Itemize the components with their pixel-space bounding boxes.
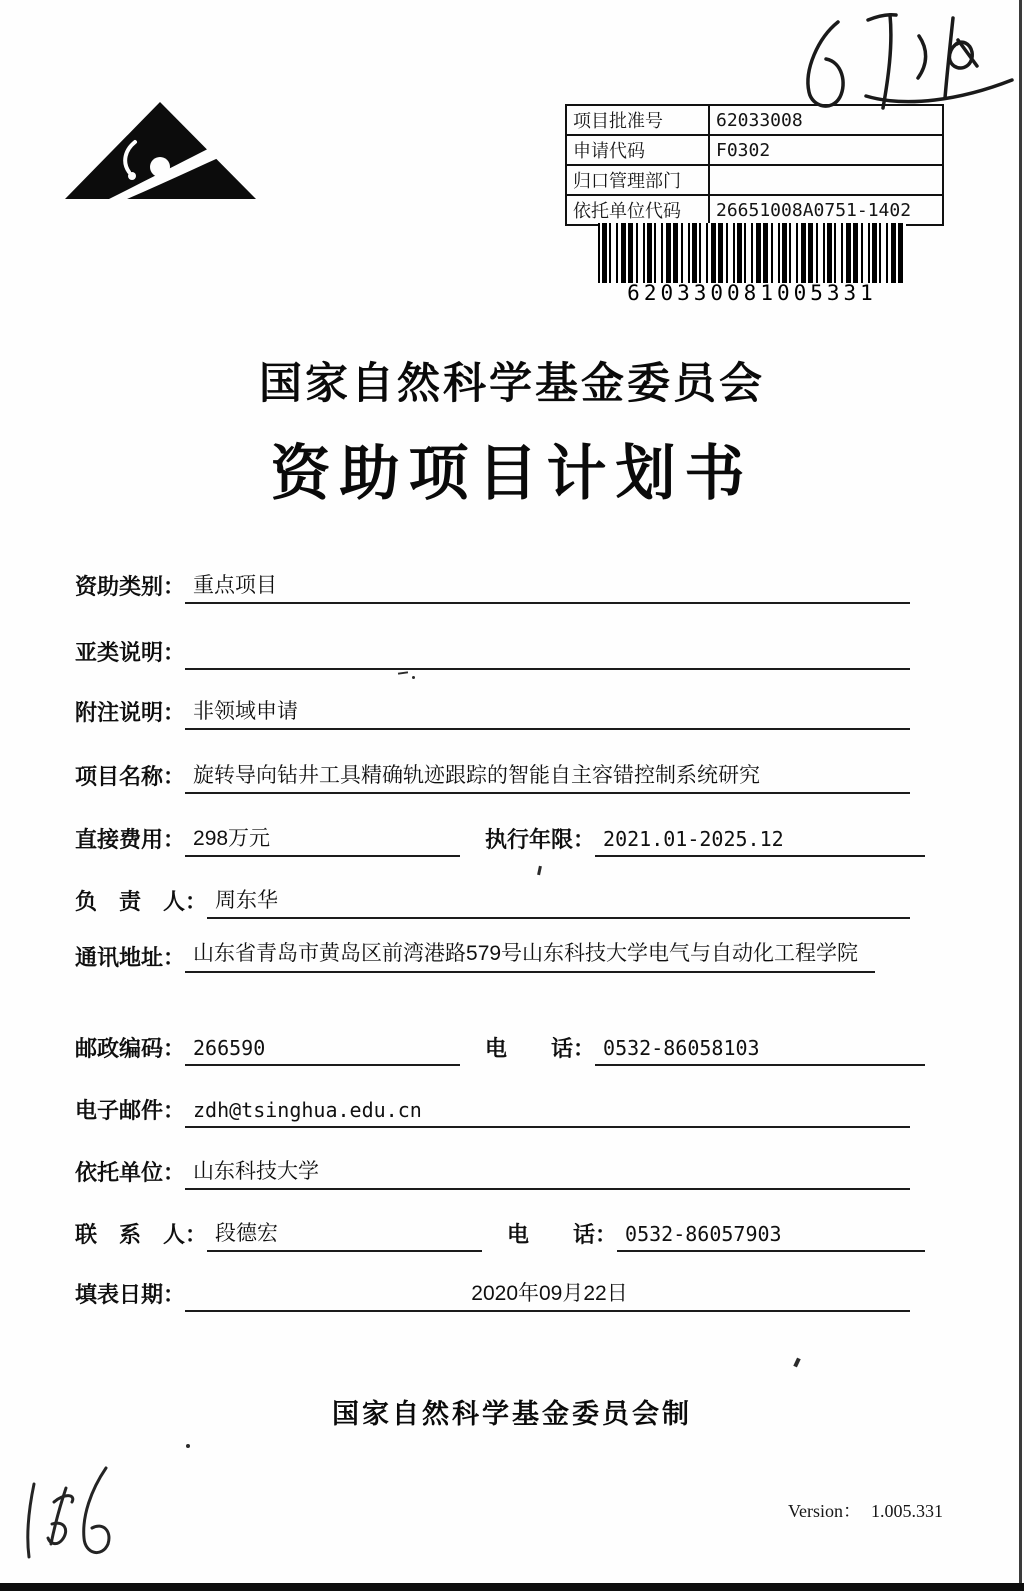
table-row xyxy=(566,135,943,165)
field-institution xyxy=(75,1156,910,1190)
direct-cost-value: 298万元 xyxy=(185,825,460,857)
scan-speck xyxy=(398,671,408,674)
institution-code-value: 26651008A0751-1402 xyxy=(709,195,943,225)
project-name-value: 旋转导向钻井工具精确轨迹跟踪的智能自主容错控制系统研究 xyxy=(185,762,910,794)
footer-text: 国家自然科学基金委员会制 xyxy=(332,1399,692,1429)
category-label: 资助类别： xyxy=(75,574,186,599)
address-value: 山东省青岛市黄岛区前湾港路579号山东科技大学电气与自动化工程学院 xyxy=(185,940,875,973)
contact-value: 段德宏 xyxy=(207,1220,482,1252)
doc-title: 资助项目计划书 xyxy=(270,440,754,507)
phone1-value: 0532-86058103 xyxy=(595,1035,925,1066)
version-value: 1.005.331 xyxy=(871,1501,943,1521)
handwritten-page-number xyxy=(14,1462,119,1570)
field-project-name xyxy=(75,760,910,794)
phone1-label: 电 话： xyxy=(485,1036,596,1061)
field-date xyxy=(75,1278,910,1312)
field-address xyxy=(75,940,910,973)
version-label: Version： xyxy=(788,1501,861,1521)
approval-number-value: 62033008 xyxy=(709,105,943,135)
direct-cost-label: 直接费用： xyxy=(75,827,186,852)
managing-department-label: 归口管理部门 xyxy=(566,165,709,195)
table-row xyxy=(566,165,943,195)
scan-speck xyxy=(412,676,415,679)
project-name-label: 项目名称： xyxy=(75,764,186,789)
barcode-bars xyxy=(598,223,906,283)
barcode xyxy=(598,223,906,305)
duration-label: 执行年限： xyxy=(485,827,596,852)
application-code-label: 申请代码 xyxy=(566,135,709,165)
barcode-digits: 620330081005331 xyxy=(627,281,877,305)
pi-label: 负 责 人： xyxy=(75,889,208,914)
scan-speck xyxy=(793,1358,800,1368)
field-email xyxy=(75,1094,910,1128)
org-title: 国家自然科学基金委员会 xyxy=(259,360,765,408)
field-note xyxy=(75,696,910,730)
pi-value: 周东华 xyxy=(207,887,910,919)
duration-value: 2021.01-2025.12 xyxy=(595,826,925,857)
field-postcode-and-phone xyxy=(75,1032,925,1066)
institution-label: 依托单位： xyxy=(75,1160,186,1185)
email-label: 电子邮件： xyxy=(75,1098,186,1123)
institution-value: 山东科技大学 xyxy=(185,1158,910,1190)
postcode-label: 邮政编码： xyxy=(75,1036,186,1061)
field-category xyxy=(75,570,910,604)
date-value: 2020年09月22日 xyxy=(185,1280,910,1312)
scan-speck xyxy=(186,1444,190,1448)
institution-code-label: 依托单位代码 xyxy=(566,195,709,225)
subcategory-value xyxy=(185,640,910,670)
subcategory-label: 亚类说明： xyxy=(75,640,186,665)
postcode-value: 266590 xyxy=(185,1035,460,1066)
scan-edge-right xyxy=(1019,0,1022,1583)
note-value: 非领域申请 xyxy=(185,698,910,730)
approval-table xyxy=(565,104,944,226)
field-pi xyxy=(75,885,910,919)
logo-ball xyxy=(150,157,170,177)
phone2-value: 0532-86057903 xyxy=(617,1221,925,1252)
note-label: 附注说明： xyxy=(75,700,186,725)
address-label: 通讯地址： xyxy=(75,945,186,971)
scan-edge-bottom xyxy=(0,1583,1024,1591)
email-value: zdh@tsinghua.edu.cn xyxy=(185,1097,910,1128)
phone2-label: 电 话： xyxy=(507,1222,618,1247)
category-value: 重点项目 xyxy=(185,572,910,604)
logo-hook-dot xyxy=(128,172,136,180)
nsfc-logo-icon xyxy=(63,100,258,202)
scan-speck xyxy=(537,866,542,875)
field-contact-and-phone xyxy=(75,1218,925,1252)
date-label: 填表日期： xyxy=(75,1282,186,1307)
field-cost-and-duration xyxy=(75,823,925,857)
approval-number-label: 项目批准号 xyxy=(566,105,709,135)
field-subcategory xyxy=(75,636,910,670)
contact-label: 联 系 人： xyxy=(75,1222,208,1247)
handwriting-annotation xyxy=(776,4,1016,122)
table-row xyxy=(566,195,943,225)
application-code-value: F0302 xyxy=(709,135,943,165)
managing-department-value xyxy=(709,165,943,195)
version-text xyxy=(788,1497,943,1523)
